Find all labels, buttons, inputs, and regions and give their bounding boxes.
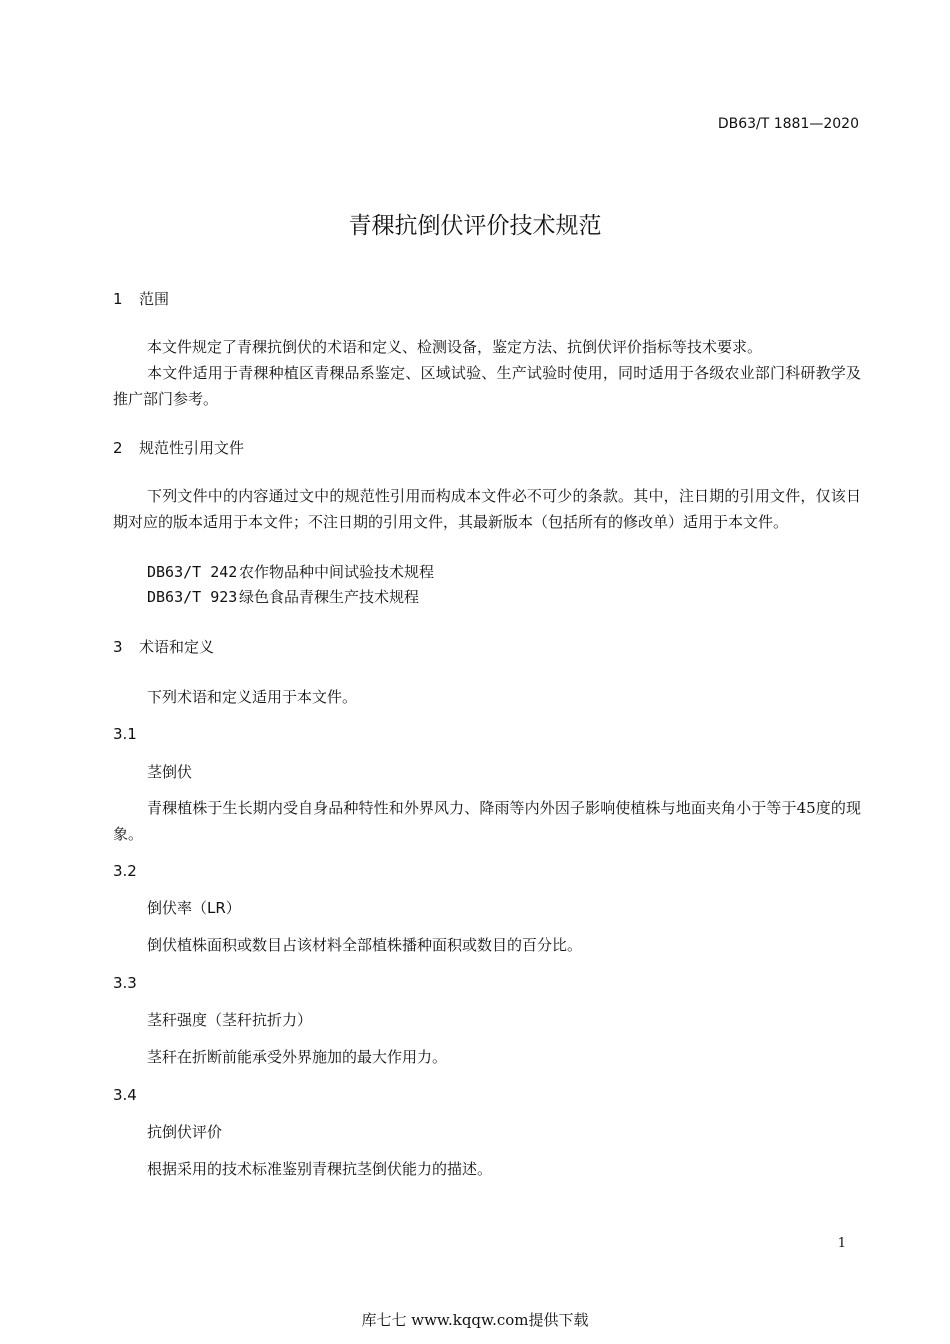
term-definition: 根据采用的技术标准鉴别青稞抗茎倒伏能力的描述。 bbox=[147, 1160, 493, 1178]
term-title: 茎倒伏 bbox=[147, 763, 193, 781]
reference-item bbox=[147, 561, 434, 582]
document-title: 青稞抗倒伏评价技术规范 bbox=[348, 213, 602, 239]
section-2-title: 规范性引用文件 bbox=[139, 439, 245, 457]
footer-watermark: 库七七 www.kqqw.com提供下载 bbox=[361, 1311, 589, 1329]
section-1-paragraph-2: 本文件适用于青稞种植区青稞品系鉴定、区域试验、生产试验时使用，同时适用于各级农业部门科研教学及推广部门参考。 bbox=[113, 364, 861, 408]
term-title: 茎秆强度（茎秆抗折力） bbox=[147, 1011, 313, 1029]
term-number: 3.4 bbox=[113, 1086, 137, 1104]
section-3-intro: 下列术语和定义适用于本文件。 bbox=[147, 688, 358, 706]
section-2-number: 2 bbox=[113, 439, 123, 457]
section-2-body bbox=[113, 483, 861, 535]
section-2-heading bbox=[113, 437, 244, 458]
term-definition bbox=[113, 795, 861, 847]
term-title: 抗倒伏评价 bbox=[147, 1123, 223, 1141]
term-definition: 倒伏植株面积或数目占该材料全部植株播种面积或数目的百分比。 bbox=[147, 936, 583, 954]
term-number: 3.1 bbox=[113, 725, 137, 743]
section-3-title: 术语和定义 bbox=[139, 638, 215, 656]
section-3-heading bbox=[113, 636, 214, 657]
term-number: 3.3 bbox=[113, 974, 137, 992]
term-definition: 茎秆在折断前能承受外界施加的最大作用力。 bbox=[147, 1048, 448, 1066]
reference-name: 绿色食品青稞生产技术规程 bbox=[239, 588, 420, 606]
reference-code: DB63/T 242 bbox=[147, 563, 238, 581]
reference-code: DB63/T 923 bbox=[147, 588, 238, 606]
section-1-body bbox=[113, 334, 861, 412]
section-2-paragraph-1: 下列文件中的内容通过文中的规范性引用而构成本文件必不可少的条款。其中，注日期的引用文件，仅该日期对应的版本适用于本文件；不注日期的引用文件，其最新版本（包括所有的修改单）适用于本文件。 bbox=[113, 487, 861, 531]
reference-name: 农作物品种中间试验技术规程 bbox=[239, 563, 435, 581]
term-title: 倒伏率（LR） bbox=[147, 899, 241, 917]
term-number: 3.2 bbox=[113, 862, 137, 880]
reference-item bbox=[147, 586, 419, 607]
page-number: 1 bbox=[837, 1236, 846, 1251]
section-3-number: 3 bbox=[113, 638, 123, 656]
section-1-paragraph-1: 本文件规定了青稞抗倒伏的术语和定义、检测设备，鉴定方法、抗倒伏评价指标等技术要求。 bbox=[147, 338, 763, 356]
section-1-heading bbox=[113, 288, 169, 309]
section-1-title: 范围 bbox=[139, 290, 170, 308]
standard-code: DB63/T 1881—2020 bbox=[717, 116, 859, 132]
term-definition-text: 青稞植株于生长期内受自身品种特性和外界风力、降雨等内外因子影响使植株与地面夹角小于等于45度的现象。 bbox=[113, 799, 861, 843]
section-1-number: 1 bbox=[113, 290, 123, 308]
